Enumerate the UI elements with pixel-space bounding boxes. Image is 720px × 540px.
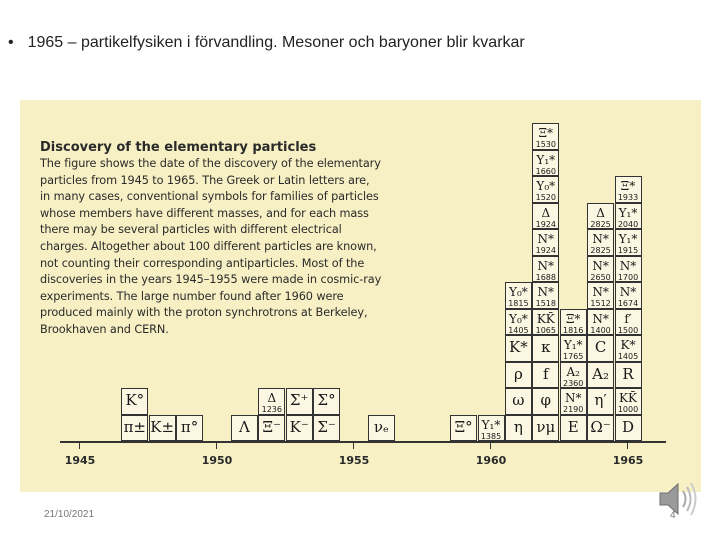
particle-cell bbox=[587, 362, 614, 389]
particle-symbol: N* bbox=[537, 258, 555, 273]
particle-cell bbox=[560, 388, 587, 415]
particle-mass: 1688 bbox=[535, 272, 556, 282]
particle-symbol: Y₁* bbox=[563, 338, 583, 352]
particle-cell bbox=[532, 309, 559, 336]
particle-symbol: Ξ° bbox=[454, 417, 473, 436]
particle-mass: 2040 bbox=[617, 219, 639, 229]
particle-symbol: A₂ bbox=[592, 364, 610, 383]
figure-text-line: in many cases, conventional symbols for families of particles bbox=[40, 190, 379, 204]
particle-symbol: νμ bbox=[536, 417, 556, 436]
particle-symbol: Y₀* bbox=[536, 179, 556, 193]
particle-cell bbox=[478, 415, 505, 442]
particle-cell bbox=[615, 415, 642, 442]
axis-tick-1960 bbox=[490, 443, 491, 449]
particle-symbol: A₂ bbox=[566, 364, 580, 379]
particle-cell bbox=[532, 388, 559, 415]
figure-text-line: The figure shows the date of the discovery of the elementary bbox=[40, 157, 381, 170]
figure-text-line: particles from 1945 to 1965. The Greek or Latin letters are, bbox=[40, 173, 370, 187]
particle-cell bbox=[587, 415, 614, 442]
particle-mass: 1500 bbox=[617, 325, 639, 335]
particle-cell bbox=[560, 362, 587, 389]
particle-cell bbox=[121, 415, 148, 442]
particle-symbol: κ bbox=[541, 338, 551, 356]
particle-symbol: K± bbox=[150, 417, 175, 436]
particle-symbol: D bbox=[621, 417, 635, 436]
particle-cell bbox=[587, 335, 614, 362]
particle-symbol: Y₀* bbox=[509, 311, 528, 326]
particle-symbol: Δ bbox=[596, 205, 605, 220]
particle-symbol: Δ bbox=[541, 205, 551, 220]
particle-mass: 1530 bbox=[535, 140, 556, 149]
particle-mass: 1674 bbox=[617, 299, 639, 308]
particle-cell bbox=[532, 150, 559, 177]
particle-symbol: Y₁* bbox=[618, 205, 638, 220]
figure-caption bbox=[40, 140, 480, 339]
particle-mass: 1815 bbox=[508, 299, 529, 308]
axis-label-1960: 1960 bbox=[475, 454, 507, 467]
particle-symbol: η bbox=[513, 417, 523, 436]
particle-cell bbox=[615, 335, 642, 362]
axis-label-1945: 1945 bbox=[64, 454, 96, 467]
particle-mass: 2825 bbox=[590, 219, 611, 229]
particle-cell bbox=[560, 415, 587, 442]
particle-cell bbox=[615, 176, 642, 203]
particle-symbol: R bbox=[622, 364, 634, 383]
particle-cell bbox=[615, 309, 642, 336]
slide-heading: 1965 – partikelfysiken i förvandling. Mesoner och baryoner blir kvarkar bbox=[27, 34, 525, 51]
particle-mass: 1915 bbox=[617, 246, 639, 255]
particle-cell bbox=[149, 415, 176, 442]
particle-symbol: ρ bbox=[513, 364, 523, 383]
particle-cell bbox=[532, 123, 559, 150]
particle-mass: 1933 bbox=[617, 193, 639, 202]
particle-cell bbox=[505, 309, 532, 336]
particle-symbol: K* bbox=[620, 338, 636, 352]
particle-cell bbox=[532, 229, 559, 256]
particle-cell bbox=[587, 229, 614, 256]
particle-symbol: N* bbox=[537, 285, 555, 299]
particle-cell bbox=[532, 362, 559, 389]
particle-cell bbox=[615, 203, 642, 230]
particle-mass: 1518 bbox=[535, 299, 556, 308]
particle-symbol: Σ⁺ bbox=[289, 391, 309, 409]
particle-symbol: KK̄ bbox=[536, 311, 555, 326]
particle-symbol: f bbox=[543, 364, 549, 383]
particle-cell bbox=[532, 282, 559, 309]
figure-text-line: whose members have different masses, and for each mass bbox=[40, 206, 369, 220]
particle-cell bbox=[505, 388, 532, 415]
particle-symbol: Σ⁻ bbox=[317, 417, 336, 436]
particle-symbol: Y₁* bbox=[536, 152, 556, 167]
particle-cell bbox=[532, 203, 559, 230]
particle-mass: 1924 bbox=[535, 246, 556, 255]
figure-text-line: Brookhaven and CERN. bbox=[40, 322, 169, 336]
particle-cell bbox=[560, 309, 587, 336]
particle-symbol: φ bbox=[540, 391, 552, 409]
particle-symbol: N* bbox=[537, 232, 555, 246]
figure-text-line: charges. Altogether about 100 different particles are known, bbox=[40, 239, 377, 253]
slide-page-number: 4 bbox=[670, 510, 676, 521]
particle-symbol: π° bbox=[180, 417, 199, 436]
particle-cell bbox=[231, 415, 258, 442]
axis-label-1965: 1965 bbox=[612, 454, 644, 467]
particle-cell bbox=[286, 388, 313, 415]
particle-symbol: K* bbox=[509, 338, 528, 356]
particle-symbol: Δ bbox=[267, 391, 277, 405]
axis-tick-1950 bbox=[216, 443, 217, 449]
axis-label-1950: 1950 bbox=[201, 454, 233, 467]
particle-cell bbox=[313, 388, 340, 415]
particle-symbol: N* bbox=[619, 258, 637, 273]
particle-mass: 1660 bbox=[535, 166, 556, 176]
particle-symbol: νₑ bbox=[373, 417, 389, 436]
axis-tick-1945 bbox=[79, 443, 80, 449]
figure-text-line: not counting their corresponding antiparticles. Most of the bbox=[40, 256, 365, 270]
particle-mass: 2650 bbox=[590, 272, 611, 282]
particle-mass: 1512 bbox=[590, 299, 611, 308]
particle-symbol: Y₀* bbox=[509, 285, 528, 299]
particle-symbol: E bbox=[567, 417, 579, 436]
time-axis bbox=[60, 441, 666, 443]
particle-cell bbox=[368, 415, 395, 442]
particle-symbol: Ξ* bbox=[620, 179, 636, 193]
particle-cell bbox=[615, 282, 642, 309]
particle-symbol: η′ bbox=[594, 391, 607, 409]
particle-cell bbox=[176, 415, 203, 442]
figure-text-line: discoveries in the years 1945–1955 were made in cosmic-ray bbox=[40, 273, 382, 287]
particle-cell bbox=[505, 335, 532, 362]
particle-symbol: Ω⁻ bbox=[590, 417, 611, 436]
particle-cell bbox=[615, 229, 642, 256]
particle-symbol: Ξ⁻ bbox=[262, 417, 282, 436]
axis-label-1955: 1955 bbox=[338, 454, 370, 467]
particle-mass: 2190 bbox=[563, 405, 584, 414]
particle-cell bbox=[286, 415, 313, 442]
axis-tick-1955 bbox=[353, 443, 354, 449]
particle-mass: 1700 bbox=[617, 272, 639, 282]
particle-symbol: C bbox=[594, 338, 607, 356]
particle-mass: 1385 bbox=[480, 431, 502, 441]
particle-cell bbox=[615, 362, 642, 389]
particle-symbol: KK̄ bbox=[619, 391, 637, 405]
particle-mass: 2825 bbox=[590, 246, 611, 255]
particle-cell bbox=[450, 415, 477, 442]
particle-cell bbox=[121, 388, 148, 415]
figure-text-line: produced mainly with the proton synchrotrons at Berkeley, bbox=[40, 306, 368, 320]
particle-symbol: K⁻ bbox=[289, 417, 309, 436]
particle-mass: 1000 bbox=[617, 405, 639, 414]
figure-text bbox=[40, 156, 480, 339]
particle-symbol: ω bbox=[512, 391, 525, 409]
particle-symbol: N* bbox=[564, 391, 582, 405]
particle-symbol: N* bbox=[619, 285, 637, 299]
particle-mass: 1065 bbox=[535, 325, 556, 335]
particle-discovery-figure bbox=[20, 100, 701, 492]
particle-cell bbox=[505, 415, 532, 442]
particle-cell bbox=[615, 256, 642, 283]
particle-cell bbox=[258, 388, 285, 415]
figure-title: Discovery of the elementary particles bbox=[40, 140, 317, 155]
particle-cell bbox=[532, 256, 559, 283]
slide-bullet-line bbox=[8, 34, 525, 52]
particle-cell bbox=[615, 388, 642, 415]
particle-symbol: N* bbox=[592, 232, 609, 246]
slide-date: 21/10/2021 bbox=[44, 509, 95, 520]
particle-cell bbox=[532, 176, 559, 203]
particle-symbol: Λ bbox=[238, 417, 250, 436]
particle-symbol: Y₁* bbox=[481, 417, 501, 432]
particle-cell bbox=[505, 282, 532, 309]
particle-cell bbox=[505, 362, 532, 389]
particle-symbol: Ξ* bbox=[538, 126, 554, 140]
particle-cell bbox=[258, 415, 285, 442]
particle-symbol: K° bbox=[125, 391, 145, 409]
particle-symbol: Ξ* bbox=[565, 311, 581, 326]
particle-symbol: Y₁* bbox=[618, 232, 638, 246]
particle-cell bbox=[587, 256, 614, 283]
particle-symbol: N* bbox=[592, 285, 609, 299]
particle-cell bbox=[532, 335, 559, 362]
figure-text-line: experiments. The large number found after 1960 were bbox=[40, 289, 344, 303]
bullet-point: • bbox=[8, 34, 14, 51]
particle-symbol: π± bbox=[123, 417, 147, 436]
particle-mass: 1405 bbox=[617, 352, 639, 361]
particle-mass: 1400 bbox=[590, 325, 611, 335]
speaker-icon[interactable] bbox=[654, 476, 700, 522]
figure-text-line: there may be several particles with different electrical bbox=[40, 223, 342, 237]
particle-symbol: Σ° bbox=[317, 391, 336, 409]
particle-symbol: f′ bbox=[624, 311, 632, 326]
particle-symbol: N* bbox=[592, 311, 609, 326]
particle-cell bbox=[587, 388, 614, 415]
particle-symbol: N* bbox=[592, 258, 609, 273]
particle-mass: 1924 bbox=[535, 219, 556, 229]
particle-mass: 1405 bbox=[508, 325, 529, 335]
axis-tick-1965 bbox=[627, 443, 628, 449]
particle-mass: 1816 bbox=[563, 325, 584, 335]
particle-mass: 1520 bbox=[535, 193, 556, 202]
particle-cell bbox=[532, 415, 559, 442]
particle-cell bbox=[587, 203, 614, 230]
particle-mass: 1236 bbox=[261, 405, 282, 414]
particle-cell bbox=[313, 415, 340, 442]
particle-mass: 1765 bbox=[563, 352, 584, 361]
particle-mass: 2360 bbox=[563, 378, 584, 388]
particle-cell bbox=[587, 282, 614, 309]
particle-cell bbox=[587, 309, 614, 336]
particle-cell bbox=[560, 335, 587, 362]
